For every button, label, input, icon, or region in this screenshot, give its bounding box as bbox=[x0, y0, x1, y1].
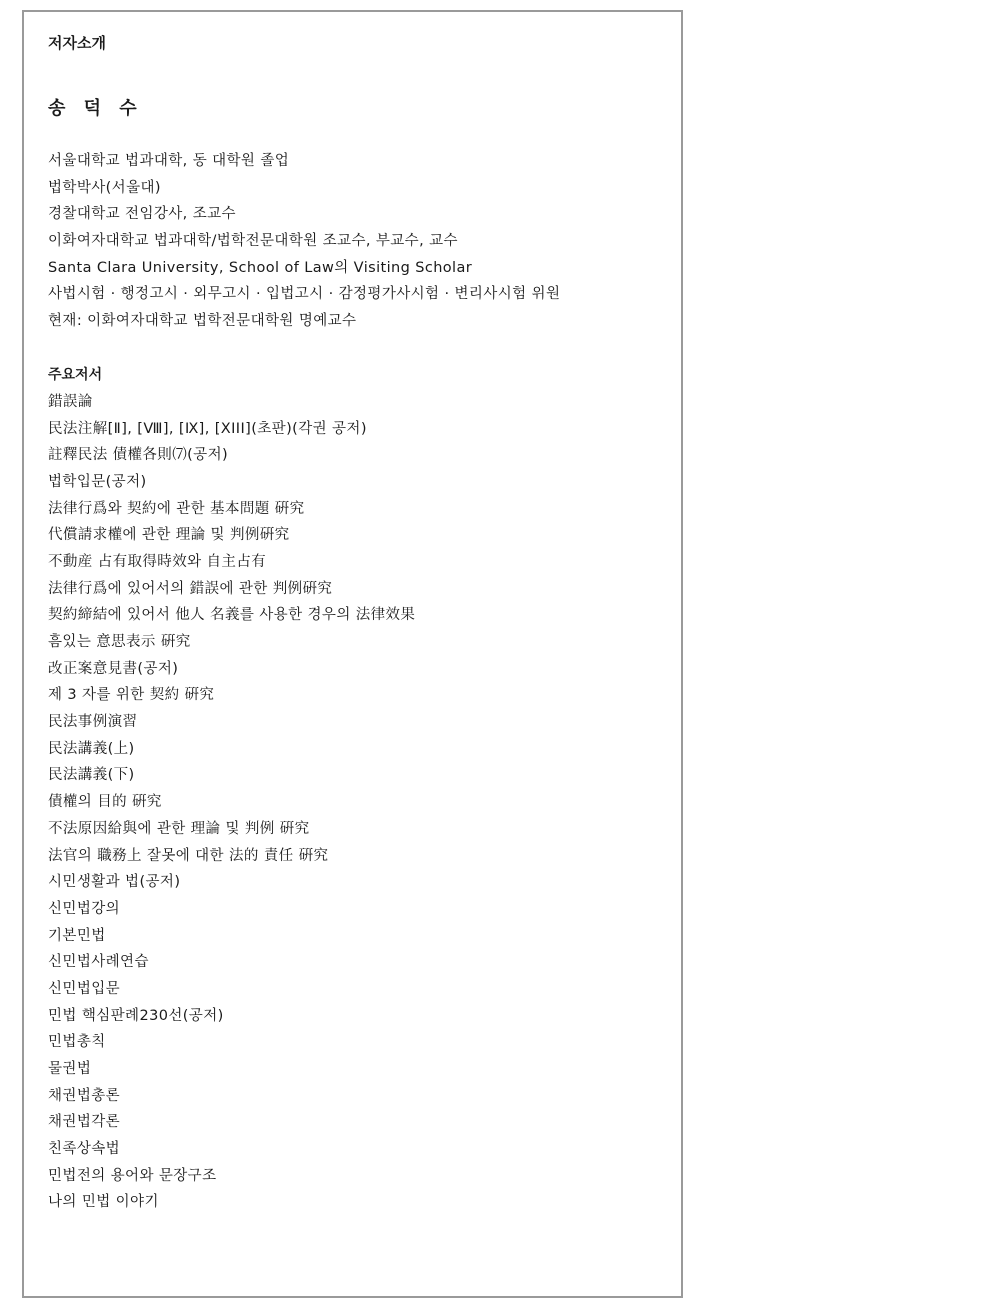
work-item: 債權의 目的 硏究 bbox=[48, 794, 162, 811]
work-item: 친족상속법 bbox=[48, 1141, 121, 1158]
work-item: 代償請求權에 관한 理論 및 判例硏究 bbox=[48, 527, 290, 544]
work-item: 채권법총론 bbox=[48, 1087, 121, 1104]
document-page bbox=[22, 10, 683, 1298]
document-content bbox=[48, 32, 661, 1216]
work-item: 不動産 占有取得時效와 自主占有 bbox=[48, 553, 267, 570]
work-item: 물권법 bbox=[48, 1061, 92, 1077]
work-item: 신민법사례연습 bbox=[48, 954, 149, 971]
work-item: 채권법각론 bbox=[48, 1114, 121, 1131]
work-item: 흠있는 意思表示 硏究 bbox=[48, 634, 191, 650]
work-item: 法官의 職務上 잘못에 대한 法的 責任 硏究 bbox=[48, 847, 329, 864]
work-item: 民法注解[Ⅱ], [Ⅷ], [Ⅸ], [XIII](초판)(각권 공저) bbox=[48, 420, 367, 437]
work-item: 신민법입문 bbox=[48, 980, 121, 997]
work-item: 改正案意見書(공저) bbox=[48, 660, 179, 677]
section-title: 저자소개 bbox=[48, 34, 106, 52]
career-item: Santa Clara University, School of Law의 Visiting Scholar bbox=[48, 259, 473, 276]
author-name: 송 덕 수 bbox=[48, 98, 143, 119]
work-item: 法律行爲에 있어서의 錯誤에 관한 判例硏究 bbox=[48, 580, 333, 597]
work-item: 不法原因給與에 관한 理論 및 判例 硏究 bbox=[48, 820, 310, 837]
career-item: 이화여자대학교 법과대학/법학전문대학원 조교수, 부교수, 교수 bbox=[48, 233, 458, 250]
works-title: 주요저서 bbox=[48, 366, 103, 383]
work-item: 제 3 자를 위한 契約 硏究 bbox=[48, 687, 215, 704]
work-item: 민법총칙 bbox=[48, 1034, 106, 1051]
career-item: 서울대학교 법과대학, 동 대학원 졸업 bbox=[48, 153, 290, 169]
work-item: 民法事例演習 bbox=[48, 714, 138, 731]
career-item: 경찰대학교 전임강사, 조교수 bbox=[48, 206, 236, 223]
work-item: 法律行爲와 契約에 관한 基本問題 硏究 bbox=[48, 500, 305, 517]
work-item: 민법 핵심판례230선(공저) bbox=[48, 1007, 224, 1024]
work-item: 民法講義(下) bbox=[48, 767, 135, 784]
career-item: 법학박사(서울대) bbox=[48, 179, 161, 196]
work-item: 錯誤論 bbox=[48, 393, 93, 410]
work-item: 기본민법 bbox=[48, 927, 106, 944]
career-list bbox=[48, 148, 661, 335]
work-item: 시민생활과 법(공저) bbox=[48, 874, 181, 891]
work-item: 나의 민법 이야기 bbox=[48, 1194, 159, 1211]
work-item: 民法講義(上) bbox=[48, 740, 135, 757]
works-list bbox=[48, 389, 661, 1216]
work-item: 註釋民法 債權各則⑺(공저) bbox=[48, 447, 229, 464]
career-item: 사법시험 · 행정고시 · 외무고시 · 입법고시 · 감정평가사시험 · 변리사시험 위원 bbox=[48, 286, 561, 303]
work-item: 契約締結에 있어서 他人 名義를 사용한 경우의 法律效果 bbox=[48, 607, 416, 624]
work-item: 법학입문(공저) bbox=[48, 473, 147, 490]
work-item: 민법전의 용어와 문장구조 bbox=[48, 1167, 217, 1184]
career-item: 현재: 이화여자대학교 법학전문대학원 명예교수 bbox=[48, 313, 357, 330]
work-item: 신민법강의 bbox=[48, 900, 121, 917]
